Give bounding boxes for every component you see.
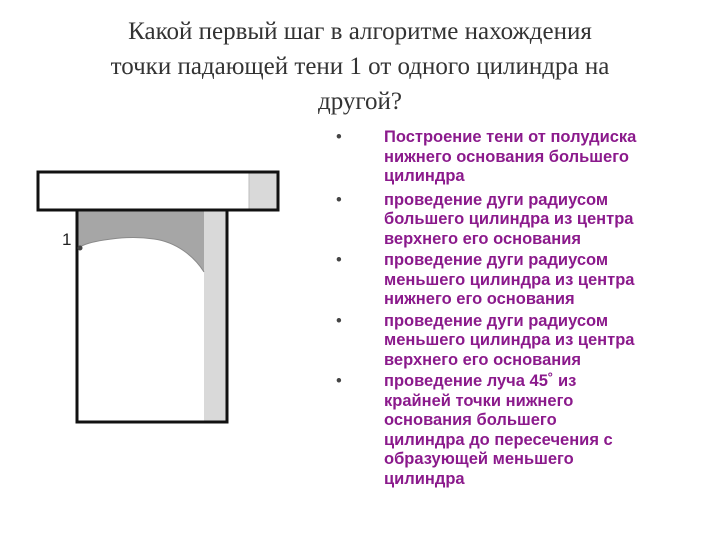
large-cylinder-shading <box>249 174 277 209</box>
option-line: проведение дуги радиусом <box>384 311 609 330</box>
answer-option[interactable] <box>330 191 710 250</box>
bullet: • <box>336 190 342 209</box>
option-line: цилиндра <box>384 167 465 185</box>
title-line: точки падающей тени 1 от одного цилиндра на <box>110 53 610 80</box>
option-line: меньшего цилиндра из центра <box>384 270 635 289</box>
option-line: верхнего его основания <box>384 350 582 369</box>
answer-option[interactable] <box>330 312 710 371</box>
bullet: • <box>336 251 342 269</box>
cylinder-shadow-drawing <box>36 168 282 430</box>
option-line: проведение дуги радиусом <box>384 251 609 269</box>
option-line: крайней точки нижнего <box>384 391 574 410</box>
option-line: цилиндра до пересечения с <box>384 430 613 449</box>
answer-option[interactable] <box>330 372 710 489</box>
option-line: проведение дуги радиусом <box>384 190 609 209</box>
large-cylinder-base <box>38 172 278 210</box>
point-1-label: 1 <box>62 230 72 249</box>
bullet: • <box>336 372 342 390</box>
option-line: проведение луча 45˚ из <box>384 372 577 390</box>
answer-options-list <box>330 128 710 489</box>
option-line: цилиндра <box>384 469 465 488</box>
title-line: Какой первый шаг в алгоритме нахождения <box>128 18 592 45</box>
point-1-marker <box>78 246 83 251</box>
option-line: основания большего <box>384 411 557 429</box>
bullet: • <box>336 128 342 146</box>
answer-option[interactable] <box>330 251 710 310</box>
small-cylinder-shading <box>204 212 226 421</box>
option-line: Построение тени от полудиска <box>384 128 637 146</box>
answer-option[interactable] <box>330 128 710 187</box>
option-line: меньшего цилиндра из центра <box>384 331 635 349</box>
bullet: • <box>336 311 342 330</box>
option-line: образующей меньшего <box>384 450 574 468</box>
title-line: другой? <box>318 88 402 115</box>
option-line: нижнего основания большего <box>384 147 629 166</box>
option-line: нижнего его основания <box>384 290 575 308</box>
option-line: верхнего его основания <box>384 229 582 248</box>
option-line: большего цилиндра из центра <box>384 210 634 228</box>
question-title <box>20 14 700 119</box>
